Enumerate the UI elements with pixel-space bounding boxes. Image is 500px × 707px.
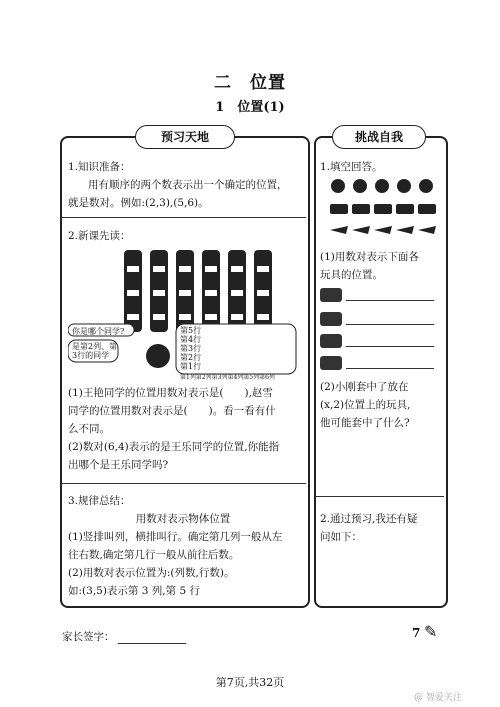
row-labels xyxy=(180,326,201,371)
q1b-line2: (x,2)位置上的玩具, xyxy=(320,399,411,411)
watermark: @ 智爱关注 xyxy=(414,693,462,703)
knowledge-line2: 就是数对。例如:(2,3),(5,6)。 xyxy=(68,197,209,209)
new-lesson-title: 2.新课先读： xyxy=(68,230,131,242)
chapter-title: 二 位置 xyxy=(214,73,286,93)
parent-sign-label: 家长签字： xyxy=(62,631,115,643)
answer-line xyxy=(346,300,434,301)
summary-line1: (1)竖排叫列，横排叫行。确定第几列一般从左 xyxy=(68,531,283,543)
answer-line xyxy=(346,324,434,325)
q1b-line3: 他可能套中了什么? xyxy=(320,417,410,429)
divider xyxy=(316,496,444,497)
lesson-title: 1 位置(1) xyxy=(215,100,285,115)
sign-line xyxy=(118,643,186,644)
answer-line xyxy=(346,346,434,347)
knowledge-line1: 用有顺序的两个数表示出一个确定的位置， xyxy=(88,179,288,191)
toys-grid xyxy=(328,178,438,242)
row-label: 第3行 xyxy=(180,344,202,353)
q1-line1: (1)王艳同学的位置用数对表示是( ),赵雪 xyxy=(68,387,273,399)
summary-line3: (2)用数对表示位置为:(列数,行数)。 xyxy=(68,567,235,579)
divider xyxy=(62,483,306,484)
row-label: 第4行 xyxy=(180,335,202,344)
pencil-icon: ✎ xyxy=(424,622,438,641)
q2-line2: 出哪个是王乐同学吗? xyxy=(68,459,169,471)
q1-line3: 么不同。 xyxy=(68,423,110,435)
knowledge-title: 1.知识准备： xyxy=(68,161,131,173)
challenge-tab: 挑战自我 xyxy=(332,125,426,149)
toy-icons xyxy=(328,178,438,242)
q2-line1-right: 2.通过预习,我还有疑 xyxy=(320,513,418,525)
q1a-line2: 玩具的位置。 xyxy=(320,269,383,281)
q2-line2-right: 问如下： xyxy=(320,531,362,543)
q1a-line1: (1)用数对表示下面各 xyxy=(320,251,419,263)
classroom-illustration xyxy=(68,246,300,381)
page-number: 7 xyxy=(412,626,421,640)
preview-tab: 预习天地 xyxy=(135,125,235,149)
toy-bear-icon xyxy=(320,356,342,370)
fill-blank-title: 1.填空回答。 xyxy=(320,161,383,173)
summary-line2: 往右数,确定第几行一般从前往后数。 xyxy=(68,549,240,561)
toy-plane-icon xyxy=(320,312,342,326)
row-label: 第5行 xyxy=(180,326,202,335)
speech-bubble-2: 是第2列、第3行的同学 xyxy=(72,342,118,360)
summary-line4: 如:(3,5)表示第 3 列,第 5 行 xyxy=(68,585,200,597)
q2-line1: (2)数对(6,4)表示的是王乐同学的位置,你能指 xyxy=(68,441,280,453)
toy-duck-icon xyxy=(320,288,342,302)
summary-title: 3.规律总结： xyxy=(68,495,131,507)
answer-line xyxy=(346,368,434,369)
q1-line2: 同学的位置用数对表示是( )。看一看有什 xyxy=(68,405,276,417)
row-label: 第1行 xyxy=(180,362,202,371)
speech-bubble-1: 你是哪个同学? xyxy=(72,327,125,336)
summary-subtitle: 用数对表示物体位置 xyxy=(135,513,231,525)
divider xyxy=(62,217,306,218)
row-label: 第2行 xyxy=(180,353,202,362)
toy-tractor-icon xyxy=(320,334,342,348)
column-labels: 第1列第2列第3列第4列第5列第6列 xyxy=(180,374,275,381)
pager: 第7页,共32页 xyxy=(215,676,285,689)
q1b-line1: (2)小刚套中了放在 xyxy=(320,381,409,393)
